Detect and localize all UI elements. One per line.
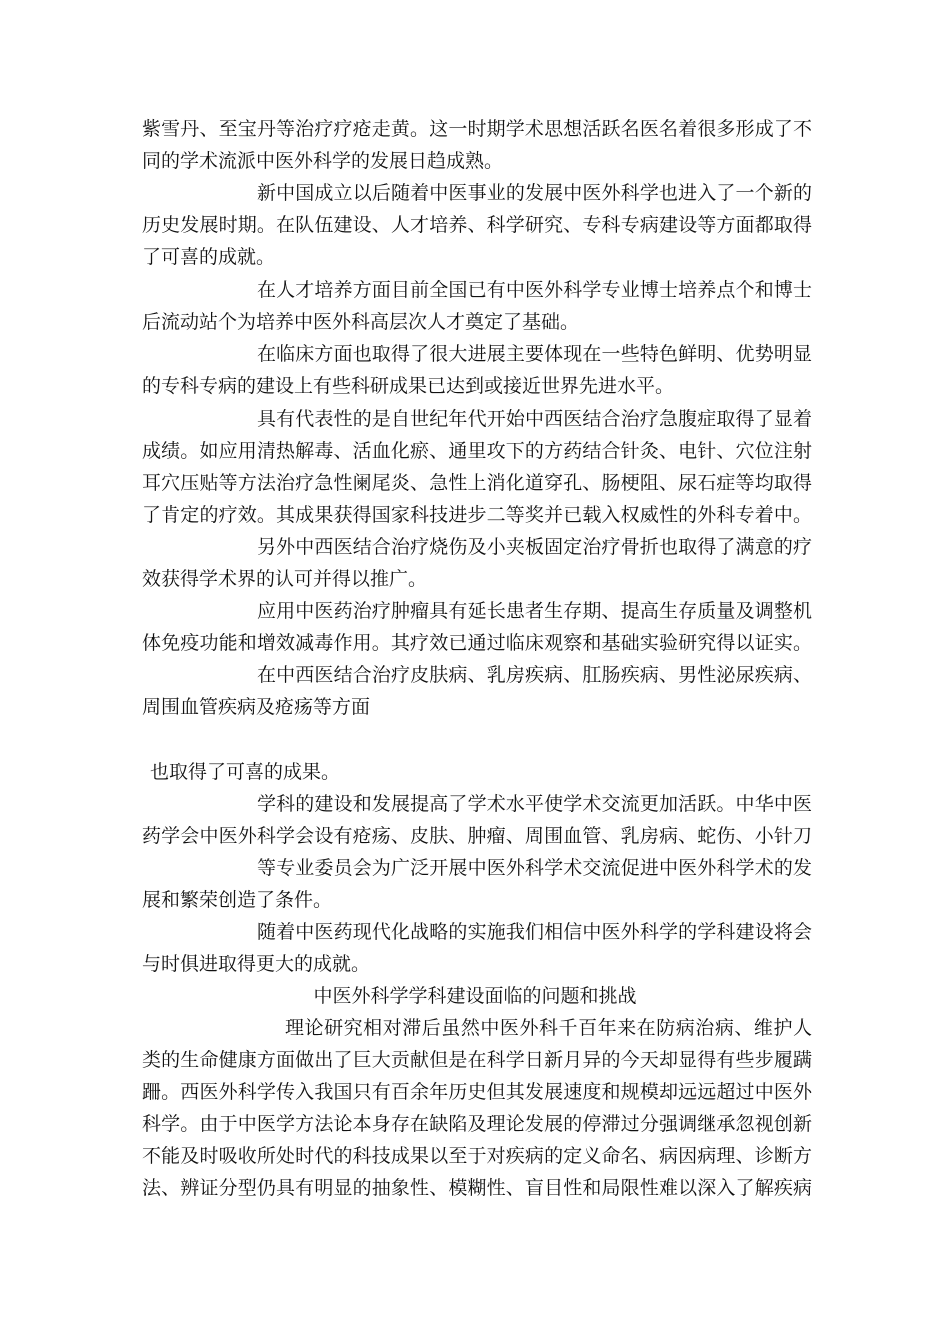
text-line: 等专业委员会为广泛开展中医外科学术交流促进中医外科学术的发 [257, 857, 812, 879]
text-line: 历史发展时期。在队伍建设、人才培养、科学研究、专科专病建设等方面都取得 [142, 214, 812, 236]
text-line: 在中西医结合治疗皮肤病、乳房疾病、肛肠疾病、男性泌尿疾病、 [257, 664, 812, 686]
text-line: 效获得学术界的认可并得以推广。 [142, 568, 428, 590]
text-line: 应用中医药治疗肿瘤具有延长患者生存期、提高生存质量及调整机 [257, 600, 812, 622]
text-line: 周围血管疾病及疮疡等方面 [142, 696, 371, 718]
text-line: 了肯定的疗效。其成果获得国家科技进步二等奖并已载入权威性的外科专着中。 [142, 504, 812, 526]
text-line: 法、辨证分型仍具有明显的抽象性、模糊性、盲目性和局限性难以深入了解疾病 [142, 1177, 812, 1199]
text-line: 另外中西医结合治疗烧伤及小夹板固定治疗骨折也取得了满意的疗 [257, 536, 812, 558]
text-line: 成绩。如应用清热解毒、活血化瘀、通里攻下的方药结合针灸、电针、穴位注射 [142, 440, 812, 462]
text-line: 随着中医药现代化战略的实施我们相信中医外科学的学科建设将会 [257, 921, 812, 943]
text-line: 了可喜的成就。 [142, 246, 276, 268]
text-line: 在临床方面也取得了很大进展主要体现在一些特色鲜明、优势明显 [257, 343, 812, 365]
text-line: 科学。由于中医学方法论本身存在缺陷及理论发展的停滞过分强调继承忽视创新 [142, 1113, 812, 1135]
text-line: 学科的建设和发展提高了学术水平使学术交流更加活跃。中华中医 [257, 793, 812, 815]
text-line: 紫雪丹、至宝丹等治疗疗疮走黄。这一时期学术思想活跃名医名着很多形成了不 [142, 118, 812, 140]
text-line: 后流动站个为培养中医外科高层次人才奠定了基础。 [142, 311, 580, 333]
text-line: 的专科专病的建设上有些科研成果已达到或接近世界先进水平。 [142, 375, 675, 397]
text-line: 同的学术流派中医外科学的发展日趋成熟。 [142, 150, 504, 172]
text-line: 新中国成立以后随着中医事业的发展中医外科学也进入了一个新的 [257, 182, 812, 204]
text-line: 跚。西医外科学传入我国只有百余年历史但其发展速度和规模却远远超过中医外 [142, 1081, 812, 1103]
text-line: 体免疫功能和增效减毒作用。其疗效已通过临床观察和基础实验研究得以证实。 [142, 632, 812, 654]
section-heading: 中医外科学学科建设面临的问题和挑战 [313, 985, 637, 1007]
text-line: 也取得了可喜的成果。 [150, 761, 341, 783]
text-line: 理论研究相对滞后虽然中医外科千百年来在防病治病、维护人 [285, 1017, 812, 1039]
text-line: 具有代表性的是自世纪年代开始中西医结合治疗急腹症取得了显着 [257, 408, 812, 430]
text-line: 与时俱进取得更大的成就。 [142, 953, 371, 975]
text-line: 展和繁荣创造了条件。 [142, 889, 333, 911]
text-line: 在人才培养方面目前全国已有中医外科学专业博士培养点个和博士 [257, 279, 812, 301]
text-line: 耳穴压贴等方法治疗急性阑尾炎、急性上消化道穿孔、肠梗阻、尿石症等均取得 [142, 472, 812, 494]
text-line: 不能及时吸收所处时代的科技成果以至于对疾病的定义命名、病因病理、诊断方 [142, 1145, 812, 1167]
text-line: 类的生命健康方面做出了巨大贡献但是在科学日新月异的今天却显得有些步履蹒 [142, 1049, 812, 1071]
text-line: 药学会中医外科学会设有疮疡、皮肤、肿瘤、周围血管、乳房病、蛇伤、小针刀 [142, 825, 812, 847]
